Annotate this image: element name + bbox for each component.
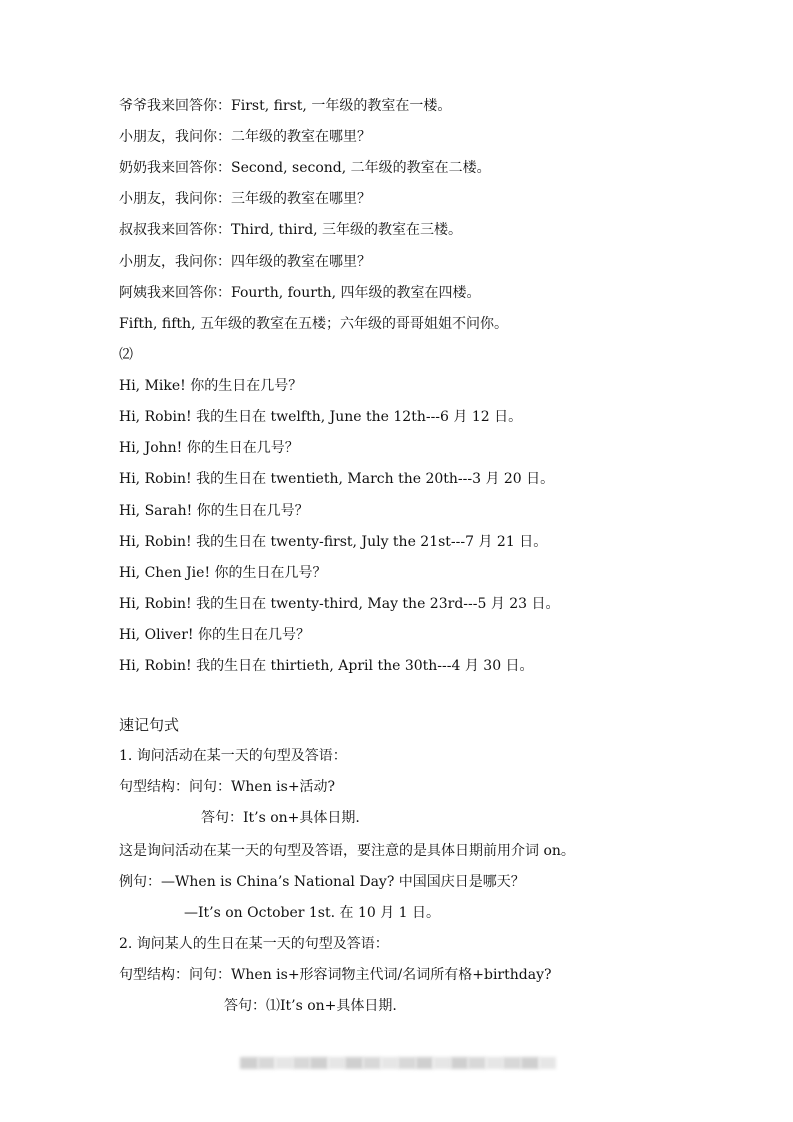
text-line: —It’s on October 1st. 在 10 月 1 日。 [184,905,441,921]
text-line: Fifth, fifth, 五年级的教室在五楼；六年级的哥哥姐姐不问你。 [119,316,508,332]
text-line: Hi, Robin! 我的生日在 thirtieth, April the 30th---4 月 30 日。 [119,658,534,674]
text-line: 小朋友，我问你：四年级的教室在哪里？ [119,254,371,270]
text-line: 答句：⑴It’s on+具体日期. [224,998,397,1014]
text-line: Hi, Mike! 你的生日在几号？ [119,378,303,394]
text-line: 叔叔我来回答你：Third, third, 三年级的教室在三楼。 [119,222,463,238]
text-line: 句型结构：问句：When is+活动? [119,779,336,795]
list-marker: ⑵ [119,347,133,363]
text-line: Hi, Robin! 我的生日在 twenty-third, May the 23rd---5 月 23 日。 [119,596,560,612]
blurred-footer-watermark [240,1057,556,1069]
text-line: 阿姨我来回答你：Fourth, fourth, 四年级的教室在四楼。 [119,285,481,301]
text-line: 小朋友，我问你：二年级的教室在哪里？ [119,129,371,145]
text-line: Hi, John! 你的生日在几号？ [119,440,299,456]
text-line: 答句：It’s on+具体日期. [201,810,360,826]
text-line: Hi, Robin! 我的生日在 twentieth, March the 20th---3 月 20 日。 [119,471,555,487]
text-line: 2. 询问某人的生日在某一天的句型及答语： [119,936,389,952]
text-line: 小朋友，我问你：三年级的教室在哪里？ [119,191,371,207]
text-line: Hi, Robin! 我的生日在 twenty-first, July the 21st---7 月 21 日。 [119,534,548,550]
text-line: 爷爷我来回答你：First, first, 一年级的教室在一楼。 [119,98,452,114]
text-line: Hi, Oliver! 你的生日在几号？ [119,627,310,643]
section-heading: 速记句式 [119,716,180,734]
text-line: 句型结构：问句：When is+形容词物主代词/名词所有格+birthday? [119,967,552,983]
text-line: 奶奶我来回答你：Second, second, 二年级的教室在二楼。 [119,160,491,176]
text-line: Hi, Sarah! 你的生日在几号？ [119,503,309,519]
text-line: 这是询问活动在某一天的句型及答语，要注意的是具体日期前用介词 on。 [119,843,575,859]
text-line: 1. 询问活动在某一天的句型及答语： [119,748,347,764]
text-line: Hi, Chen Jie! 你的生日在几号？ [119,565,327,581]
text-line: 例句：—When is China’s National Day? 中国国庆日是哪天？ [119,874,525,890]
text-line: Hi, Robin! 我的生日在 twelfth, June the 12th---6 月 12 日。 [119,409,523,425]
